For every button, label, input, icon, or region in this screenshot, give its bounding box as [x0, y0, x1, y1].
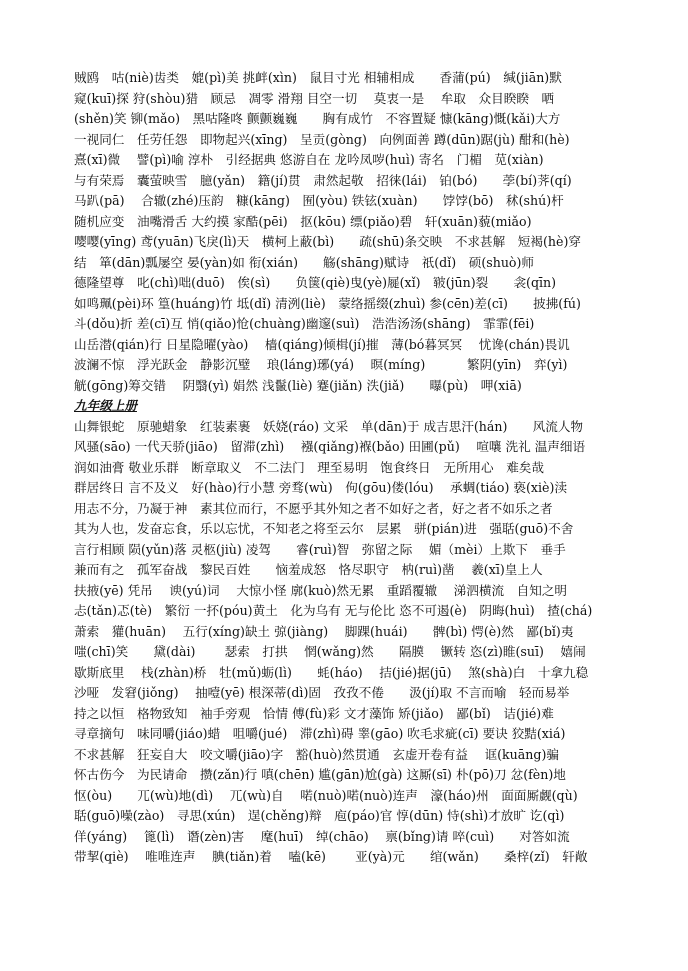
- text-line: 寻章摘句 味同嚼(jiáo)蜡 咀嚼(jué) 滞(zhì)碍 睾(gāo) 吹毛求疵(cī) 要诀 狡黠(xiá): [74, 726, 566, 741]
- text-line: 用志不分，乃凝于神 素其位而行，不愿乎其外知之者不如好之者，好之者不如乐之者: [74, 500, 553, 516]
- text-line: 言行相顾 陨(yǔn)落 灵柩(jiù) 凌驾 睿(ruì)智 弥留之际 媚（mèi）上欺下 垂手: [74, 541, 566, 557]
- vocabulary-section-grade9-vol1: [74, 417, 622, 868]
- text-line: 忐(tǎn)忑(tè) 繁衍 一抔(póu)黄土 化为乌有 无与伦比 恣不可遏(è) 阴晦(huì) 揸(chá): [74, 603, 593, 618]
- text-line: 与有荣焉 囊萤映雪 臆(yǎn) 籍(jí)贯 肃然起敬 招徕(lái) 铂(bó) 荸(bí)荠(qí): [74, 172, 572, 188]
- text-line: 嗤(chī)笑 黛(dài) 瑟索 打拱 惘(wǎng)然 隔膜 镢转 恣(zì)睢(suī) 嬉闹: [74, 644, 586, 659]
- text-line: 马趴(pā) 合辙(zhé)压韵 糠(kāng) 囿(yòu) 铁铉(xuàn) 饽饽(bō) 秫(shú)杆: [74, 193, 564, 208]
- text-line: 怄(òu) 兀(wù)地(dì) 兀(wù)自 喏(nuò)喏(nuò)连声 濠(háo)州 面面厮觑(qù): [74, 787, 578, 803]
- text-line: 德隆望尊 叱(chì)咄(duō) 俟(sì) 负箧(qiè)曳(yè)屣(xǐ) 皲(jūn)裂 衾(qīn): [74, 275, 557, 290]
- text-line: 随机应变 油嘴滑舌 大约摸 家酷(pēi) 抠(kōu) 缥(piǎo)碧 轩(xuān)藐(miǎo): [74, 213, 532, 229]
- text-line: 斗(dǒu)折 差(cī)互 悄(qiǎo)怆(chuàng)幽邃(suì) 浩浩汤汤(shāng) 霏霏(fēi): [74, 316, 535, 331]
- text-line: 山舞银蛇 原驰蜡象 红装素裹 妖娆(ráo) 文采 单(dān)于 成吉思汗(hán) 风流人物: [74, 418, 584, 434]
- text-line: 扶掖(yē) 凭吊 谀(yú)词 大惊小怪 廓(kuò)然无累 重蹈覆辙 涕泗横流 自知之明: [74, 582, 568, 598]
- text-line: 山岳潜(qián)行 日星隐曜(yào) 樯(qiáng)倾楫(jí)摧 薄(bó暮冥冥 忧谗(chán)畏讥: [74, 336, 570, 352]
- text-line: 持之以恒 格物致知 袖手旁观 恰情 傅(fù)彩 文才藻饰 矫(jiǎo) 鄙(bǐ) 诘(jié)难: [74, 705, 554, 721]
- text-line: 不求甚解 狂妄自大 咬文嚼(jiāo)字 豁(huò)然贯通 玄虚开卷有益 诓(kuāng)骗: [74, 746, 559, 762]
- text-line: 嘤嘤(yīng) 鸢(yuān)飞戾(lì)天 横柯上蔽(bì) 疏(shū)条交映 不求甚解 短褐(hè)穿: [74, 234, 581, 249]
- text-line: 聒(guō)噪(zào) 寻思(xún) 逞(chěng)辩 庖(páo)官 惇(dūn) 恃(shì)才放旷 讫(qì): [74, 808, 565, 823]
- text-line: 如鸣珮(pèi)环 篁(huáng)竹 坻(dǐ) 清洌(liè) 蒙络摇缀(zhuì) 参(cēn)差(cī) 披拂(fú): [74, 295, 581, 311]
- text-line: 带挈(qiè) 唯唯连声 腆(tiǎn)着 嗑(kē) 亚(yà)元 绾(wǎn) 桑梓(zǐ) 轩敞: [74, 849, 588, 864]
- text-line: (shěn)笑 铆(mǎo) 黑咕隆咚 颤颤巍巍 胸有成竹 不容置疑 慷(kāng)慨(kǎi)大方: [74, 111, 561, 126]
- text-line: 熹(xī)微 譬(pì)喻 淳朴 引经据典 悠游自在 龙吟凤哕(huì) 寄名 门楣 苋(xiàn): [74, 152, 544, 167]
- text-line: 风骚(sāo) 一代天骄(jiāo) 留滞(zhì) 襁(qiǎng)褓(bǎo) 田圃(pǔ) 喧嚷 洗礼 温声细语: [74, 439, 586, 454]
- text-line: 贼鸥 咕(niè)齿类 媲(pì)美 挑衅(xìn) 鼠目寸光 相辅相成 香蒲(pú) 缄(jiān)默: [74, 70, 562, 85]
- section-heading: 九年级上册: [74, 398, 137, 413]
- text-line: 怀古伤今 为民请命 攒(zǎn)行 嗔(chēn) 尴(gān)尬(gà) 这厮(sī) 朴(pō)刀 忿(fèn)地: [74, 767, 566, 782]
- text-line: 佯(yáng) 篦(lì) 谮(zèn)害 麾(huī) 绰(chāo) 禀(bǐng)请 啐(cuì) 对答如流: [74, 828, 570, 844]
- text-line: 润如油膏 敬业乐群 断章取义 不二法门 理至易明 饱食终日 无所用心 难矣哉: [74, 459, 544, 475]
- text-line: 萧索 獾(huān) 五行(xíng)缺土 弶(jiàng) 脚踝(huái) 髀(bì) 愕(è)然 鄙(bǐ)夷: [74, 623, 574, 639]
- text-line: 歇斯底里 栈(zhàn)桥 牡(mǔ)蛎(lì) 蚝(háo) 拮(jié)据(jū) 煞(shà)白 十拿九稳: [74, 664, 589, 680]
- text-line: 一视同仁 任劳任怨 即物起兴(xīng) 呈贡(gòng) 向例面善 蹲(dūn)踞(jù) 酣和(hè): [74, 131, 570, 147]
- text-line: 结 箪(dān)瓢屡空 晏(yàn)如 衔(xián) 觞(shāng)赋诗 祇(dǐ) 硕(shuò)师: [74, 254, 535, 270]
- text-line: 群居终日 言不及义 好(hào)行小慧 旁骛(wù) 佝(gōu)偻(lóu) 承蜩(tiáo) 亵(xiè)渎: [74, 480, 567, 495]
- text-line: 沙哑 发窘(jiǒng) 抽噎(yē) 根深蒂(dì)固 孜孜不倦 汲(jí)取 不言而喻 轻而易举: [74, 685, 570, 700]
- text-line: 觥(gōng)筹交错 阴翳(yì) 娟然 浅鬣(liè) 蹇(jiǎn) 泆(jiǎ) 曝(pù) 呷(xiā): [74, 377, 522, 393]
- text-line: 兼而有之 孤军奋战 黎民百姓 恼羞成怒 恪尽职守 枘(ruì)凿 羲(xī)皇上人: [74, 562, 543, 577]
- text-line: 其为人也，发奋忘食，乐以忘忧，不知老之将至云尔 层累 骈(pián)进 强聒(guō)不舍: [74, 521, 574, 536]
- text-line: 波澜不惊 浮光跃金 静影沉璧 琅(láng)琊(yá) 暝(míng) 繁阴(yīn) 弈(yì): [74, 357, 568, 372]
- text-line: 窥(kuī)探 狩(shòu)猎 顾忌 凋零 滑翔 目空一切 莫衷一是 牟取 众目睽睽 哂: [74, 90, 555, 106]
- vocabulary-section-grade8: [74, 68, 622, 396]
